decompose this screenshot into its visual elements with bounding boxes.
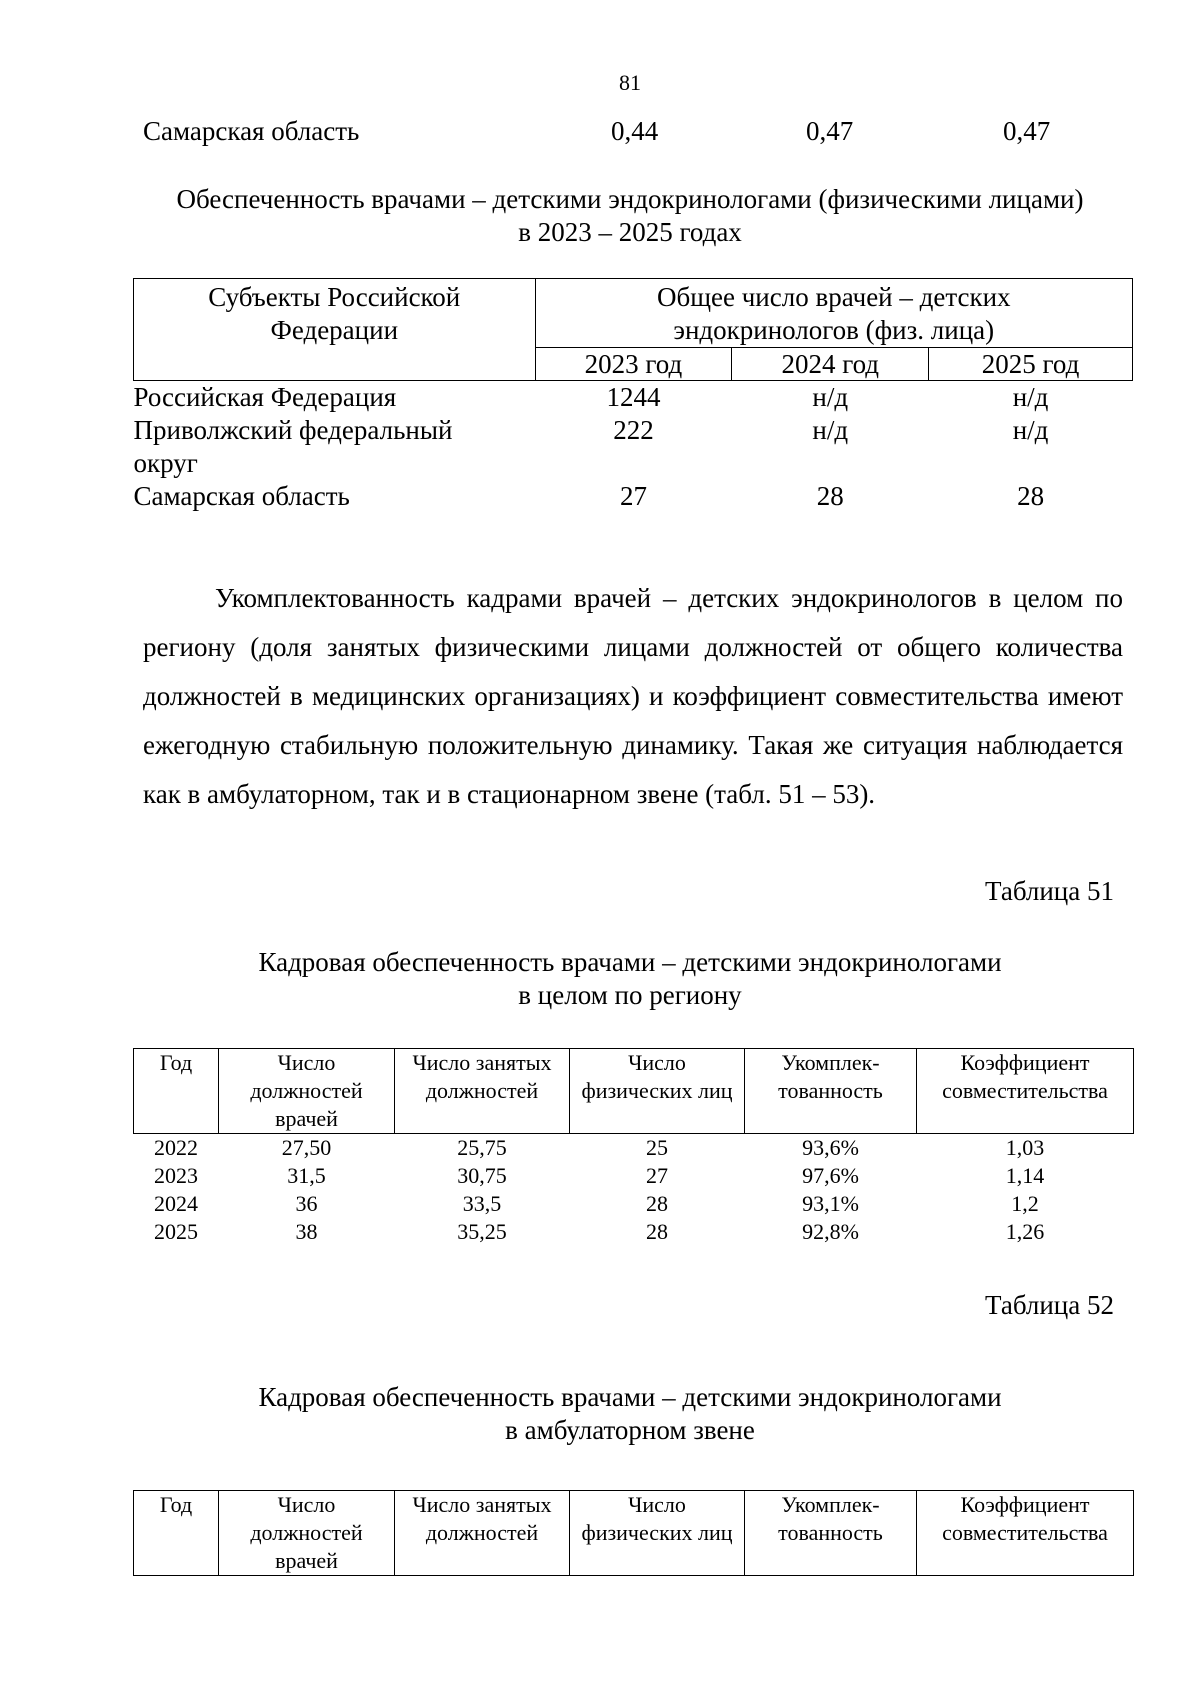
col-year: Год — [134, 1049, 219, 1134]
table-row: 2024 36 33,5 28 93,1% 1,2 — [154, 1191, 1039, 1216]
table-row: 2023 31,5 30,75 27 97,6% 1,14 — [154, 1163, 1045, 1188]
table-row: Российская Федерация 1244 н/д н/д — [133, 382, 1049, 412]
table51 — [133, 1048, 1134, 1246]
page-number: 81 — [619, 70, 641, 95]
col-persons: Число физических лиц — [570, 1049, 745, 1134]
col-coefficient: Коэффициент совместительства — [917, 1491, 1134, 1576]
col-year: Год — [134, 1491, 219, 1576]
header-subject: Субъекты Российской Федерации — [134, 279, 536, 381]
table52 — [133, 1490, 1134, 1576]
col-occupied: Число занятых должностей — [395, 1049, 570, 1134]
table-row: Приволжский федеральный округ 222 н/д н/д — [133, 415, 1049, 478]
doctors-count-table — [133, 278, 1133, 513]
table-row: 2022 27,50 25,75 25 93,6% 1,03 — [154, 1135, 1045, 1160]
top-row-value-2: 0,47 — [806, 116, 854, 146]
col-occupied: Число занятых должностей — [395, 1491, 570, 1576]
col-positions: Число должностей врачей — [219, 1491, 395, 1576]
top-row-value-3: 0,47 — [1003, 116, 1051, 146]
table1-title-line1: Обеспеченность врачами – детскими эндокринологами (физическими лицами) — [176, 184, 1084, 214]
col-staffing: Укомплек-тованность — [745, 1049, 917, 1134]
year-2025: 2025 год — [929, 348, 1133, 381]
year-2024: 2024 год — [732, 348, 929, 381]
top-row-value-1: 0,44 — [611, 116, 659, 146]
col-coefficient: Коэффициент совместительства — [917, 1049, 1134, 1134]
table52-title: Кадровая обеспеченность врачами – детскими эндокринологами в амбулаторном звене — [258, 1382, 1002, 1445]
header-total: Общее число врачей – детских эндокринологов (физ. лица) — [535, 279, 1132, 348]
body-paragraph: Укомплектованность кадрами врачей – детских эндокринологов в целом по региону (доля занятых физическими лицами должностей от общего количества должностей в медицинских организациях) и коэффициент совместительства имеют ежегодную стабильную положительную динамику. Такая же ситуация наблюдается как в амбулаторном, так и в стационарном звене (табл. 51 – 53). — [143, 583, 1123, 809]
col-staffing: Укомплек-тованность — [745, 1491, 917, 1576]
table-row: Самарская область 27 28 28 — [133, 481, 1045, 511]
table52-label: Таблица 52 — [985, 1290, 1114, 1320]
top-row-name: Самарская область — [143, 116, 360, 146]
table1-title — [120, 183, 1140, 249]
table51-label: Таблица 51 — [985, 876, 1114, 906]
table1-title-line2: в 2023 – 2025 годах — [518, 217, 742, 247]
col-positions: Число должностей врачей — [219, 1049, 395, 1134]
table51-title: Кадровая обеспеченность врачами – детскими эндокринологами в целом по региону — [258, 947, 1002, 1010]
table-row: 2025 38 35,25 28 92,8% 1,26 — [154, 1219, 1045, 1244]
year-2023: 2023 год — [535, 348, 732, 381]
col-persons: Число физических лиц — [570, 1491, 745, 1576]
